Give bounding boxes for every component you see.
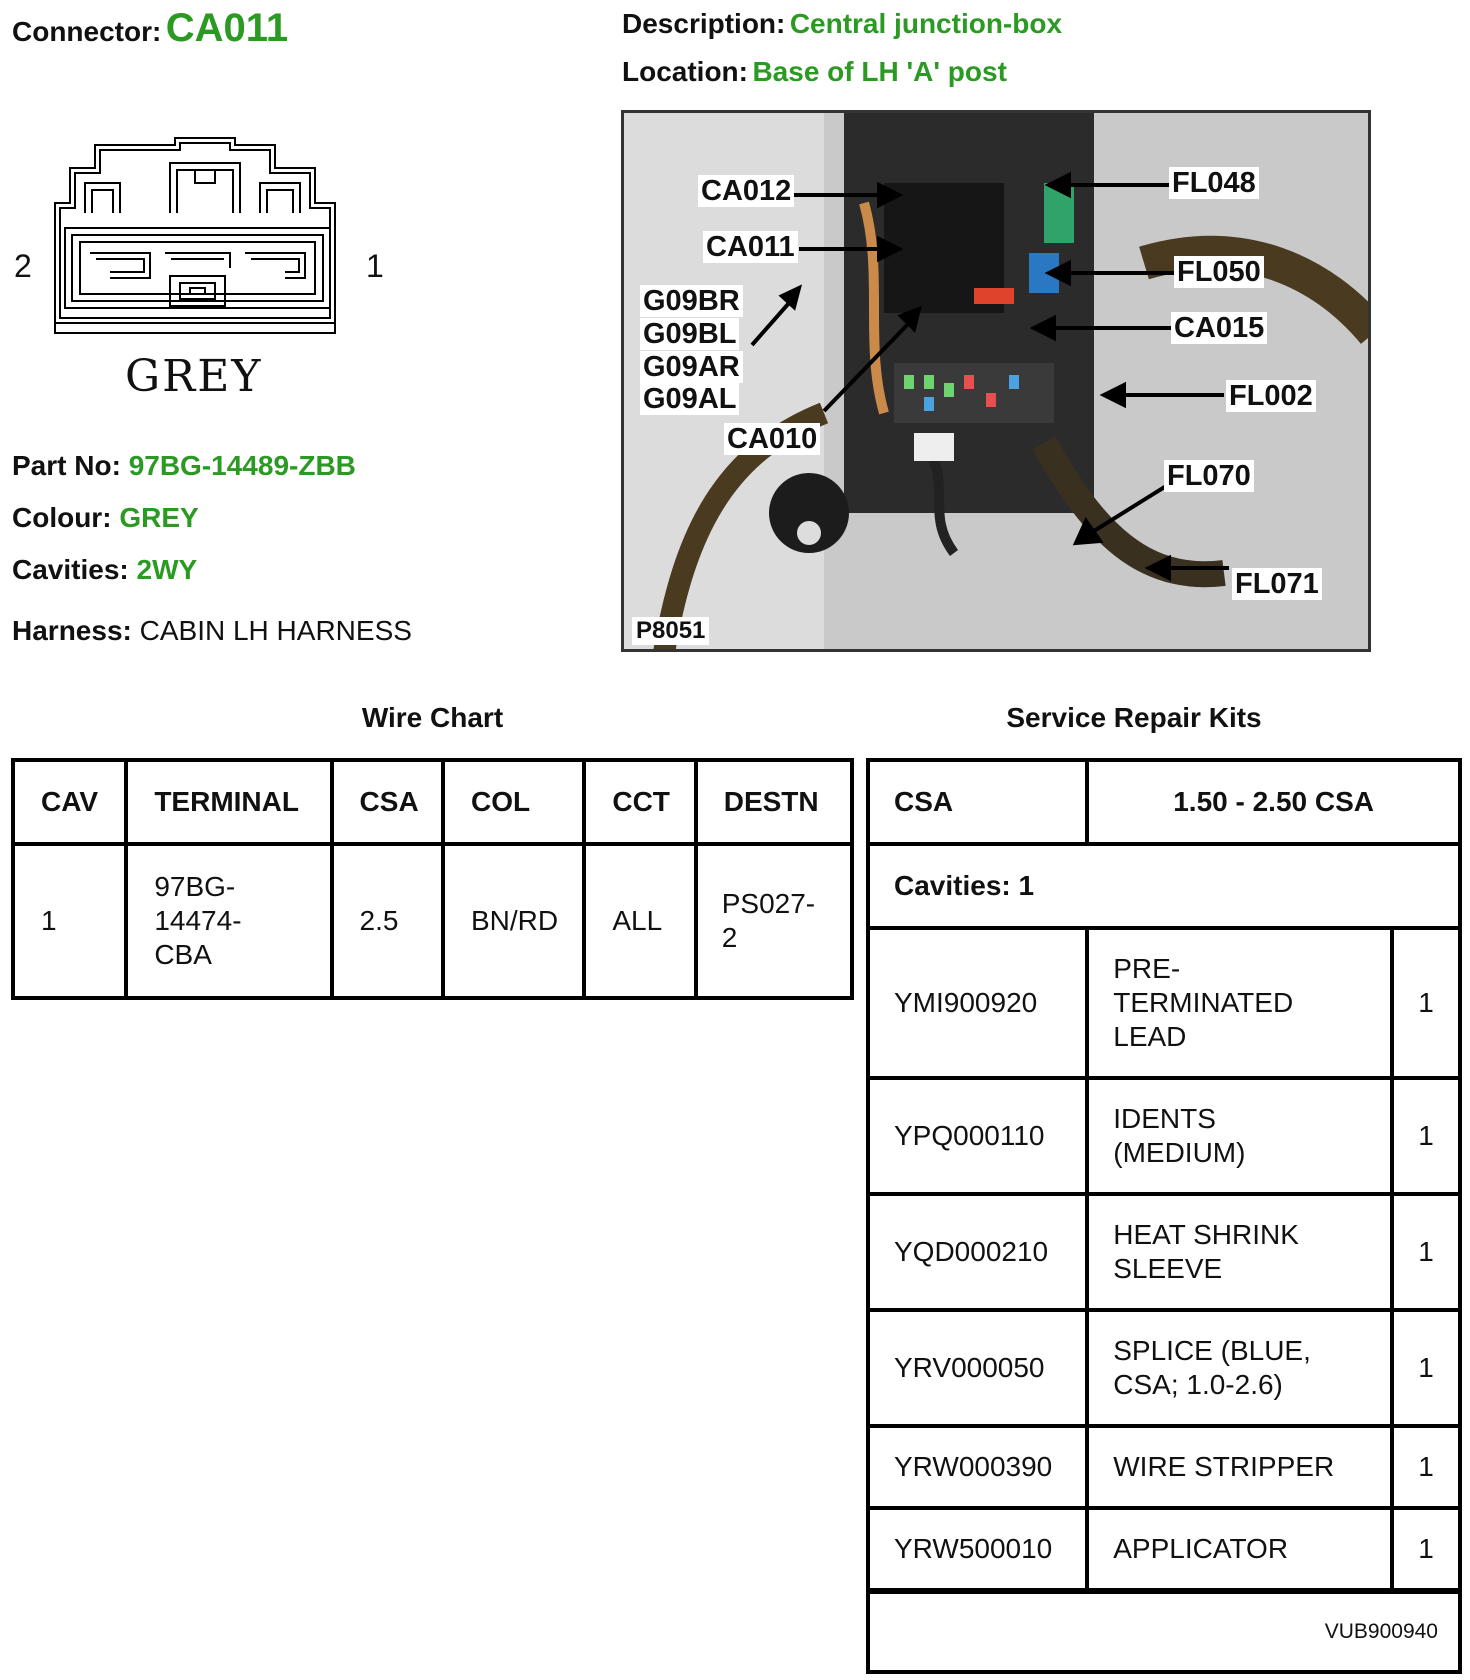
callout-fl002: FL002 (1226, 380, 1316, 412)
terminal-line-2: 14474- (154, 905, 242, 936)
pin-1-label: 1 (366, 248, 384, 284)
callout-ca010: CA010 (724, 423, 820, 455)
kit-desc-line: CSA; 1.0-2.6) (1113, 1369, 1283, 1400)
kit-desc-line: SLEEVE (1113, 1253, 1223, 1284)
kit-code: YPQ000110 (868, 1078, 1087, 1194)
harness-label: Harness: (12, 615, 132, 646)
kit-qty: 1 (1392, 928, 1460, 1078)
harness-value: CABIN LH HARNESS (139, 615, 412, 646)
kits-csa-value: 1.50 - 2.50 CSA (1087, 760, 1460, 844)
cavities-label: Cavities: (12, 554, 129, 585)
kit-qty: 1 (1392, 1508, 1460, 1591)
kits-cavities-row (868, 844, 1460, 928)
cell-cav: 1 (13, 844, 126, 998)
kit-code: YRW000390 (868, 1426, 1087, 1508)
diagram-colour-label: GREY (125, 351, 263, 402)
col-header-cct: CCT (584, 760, 695, 844)
terminal-line-1: 97BG- (154, 871, 236, 902)
part-no-field (12, 450, 356, 482)
repair-kits-table (866, 758, 1462, 1674)
list-item (868, 1310, 1460, 1426)
colour-field (12, 502, 199, 534)
kit-desc-line: PRE- (1113, 953, 1181, 984)
kit-desc-line: (MEDIUM) (1113, 1137, 1246, 1168)
callout-ca015: CA015 (1171, 312, 1267, 344)
list-item (868, 1508, 1460, 1591)
col-header-csa: CSA (332, 760, 443, 844)
cell-csa: 2.5 (332, 844, 443, 998)
location-value: Base of LH 'A' post (752, 56, 1007, 87)
location-photo (621, 110, 1371, 652)
kits-csa-label: CSA (868, 760, 1087, 844)
kit-qty: 1 (1392, 1078, 1460, 1194)
location-label: Location: (622, 56, 748, 87)
part-no-label: Part No: (12, 450, 121, 481)
harness-field (12, 615, 412, 647)
kit-qty: 1 (1392, 1426, 1460, 1508)
kit-code: YMI900920 (868, 928, 1087, 1078)
callout-g09ar: G09AR (640, 351, 743, 383)
list-item (868, 1426, 1460, 1508)
description-value: Central junction-box (789, 8, 1063, 39)
col-header-terminal: TERMINAL (126, 760, 331, 844)
callout-fl071: FL071 (1232, 568, 1322, 600)
kit-desc: APPLICATOR (1087, 1508, 1392, 1591)
kit-code: YRW500010 (868, 1508, 1087, 1591)
col-header-col: COL (443, 760, 584, 844)
callout-fl070: FL070 (1164, 460, 1254, 492)
connector-field (12, 6, 288, 51)
location-field (622, 56, 1007, 88)
kits-csa-row (868, 760, 1460, 844)
callout-g09br: G09BR (640, 285, 743, 317)
cavities-value: 2WY (136, 554, 198, 585)
connector-face-diagram (10, 128, 384, 408)
kit-qty: 1 (1392, 1194, 1460, 1310)
connector-outline-icon (10, 128, 370, 348)
list-item (868, 928, 1460, 1078)
connector-label: Connector: (12, 16, 162, 47)
part-no-value: 97BG-14489-ZBB (128, 450, 356, 481)
list-item (868, 1078, 1460, 1194)
repair-kits-title: Service Repair Kits (1006, 702, 1262, 733)
kits-cavities: Cavities: 1 (868, 844, 1460, 928)
list-item (868, 1194, 1460, 1310)
kit-qty: 1 (1392, 1310, 1460, 1426)
col-header-destn: DESTN (696, 760, 852, 844)
description-field (622, 8, 1062, 40)
wire-chart-header-row (13, 760, 852, 844)
col-header-cav: CAV (13, 760, 126, 844)
kit-desc-line: HEAT SHRINK (1113, 1219, 1299, 1250)
destn-line-1: PS027- (721, 888, 816, 919)
cell-cct: ALL (584, 844, 695, 998)
callout-g09al: G09AL (640, 383, 739, 415)
wire-chart-table (11, 758, 854, 1000)
cell-col: BN/RD (443, 844, 584, 998)
photo-reference: P8051 (632, 617, 709, 645)
wire-chart-title: Wire Chart (361, 702, 504, 733)
destn-line-2: 2 (721, 922, 738, 953)
kit-desc (1087, 1310, 1392, 1426)
kit-desc (1087, 928, 1392, 1078)
kit-code: YRV000050 (868, 1310, 1087, 1426)
kits-footer-code: VUB900940 (868, 1591, 1460, 1672)
kits-footer-row (868, 1591, 1460, 1672)
kit-desc (1087, 1194, 1392, 1310)
kit-desc: WIRE STRIPPER (1087, 1426, 1392, 1508)
cell-terminal (126, 844, 331, 998)
callout-fl048: FL048 (1169, 167, 1259, 199)
kit-desc-line: SPLICE (BLUE, (1113, 1335, 1311, 1366)
description-label: Description: (622, 8, 786, 39)
kit-code: YQD000210 (868, 1194, 1087, 1310)
colour-value: GREY (119, 502, 199, 533)
terminal-line-3: CBA (154, 939, 212, 970)
cavities-field (12, 554, 197, 586)
table-row (13, 844, 852, 998)
callout-g09bl: G09BL (640, 318, 739, 350)
kit-desc (1087, 1078, 1392, 1194)
colour-label: Colour: (12, 502, 112, 533)
callout-fl050: FL050 (1174, 256, 1264, 288)
kit-desc-line: LEAD (1113, 1021, 1187, 1052)
callout-ca012: CA012 (698, 175, 794, 207)
kit-desc-line: IDENTS (1113, 1103, 1216, 1134)
callout-ca011: CA011 (703, 231, 798, 263)
pin-2-label: 2 (14, 248, 32, 284)
cell-destn (696, 844, 852, 998)
connector-value: CA011 (165, 6, 289, 50)
kit-desc-line: TERMINATED (1113, 987, 1294, 1018)
